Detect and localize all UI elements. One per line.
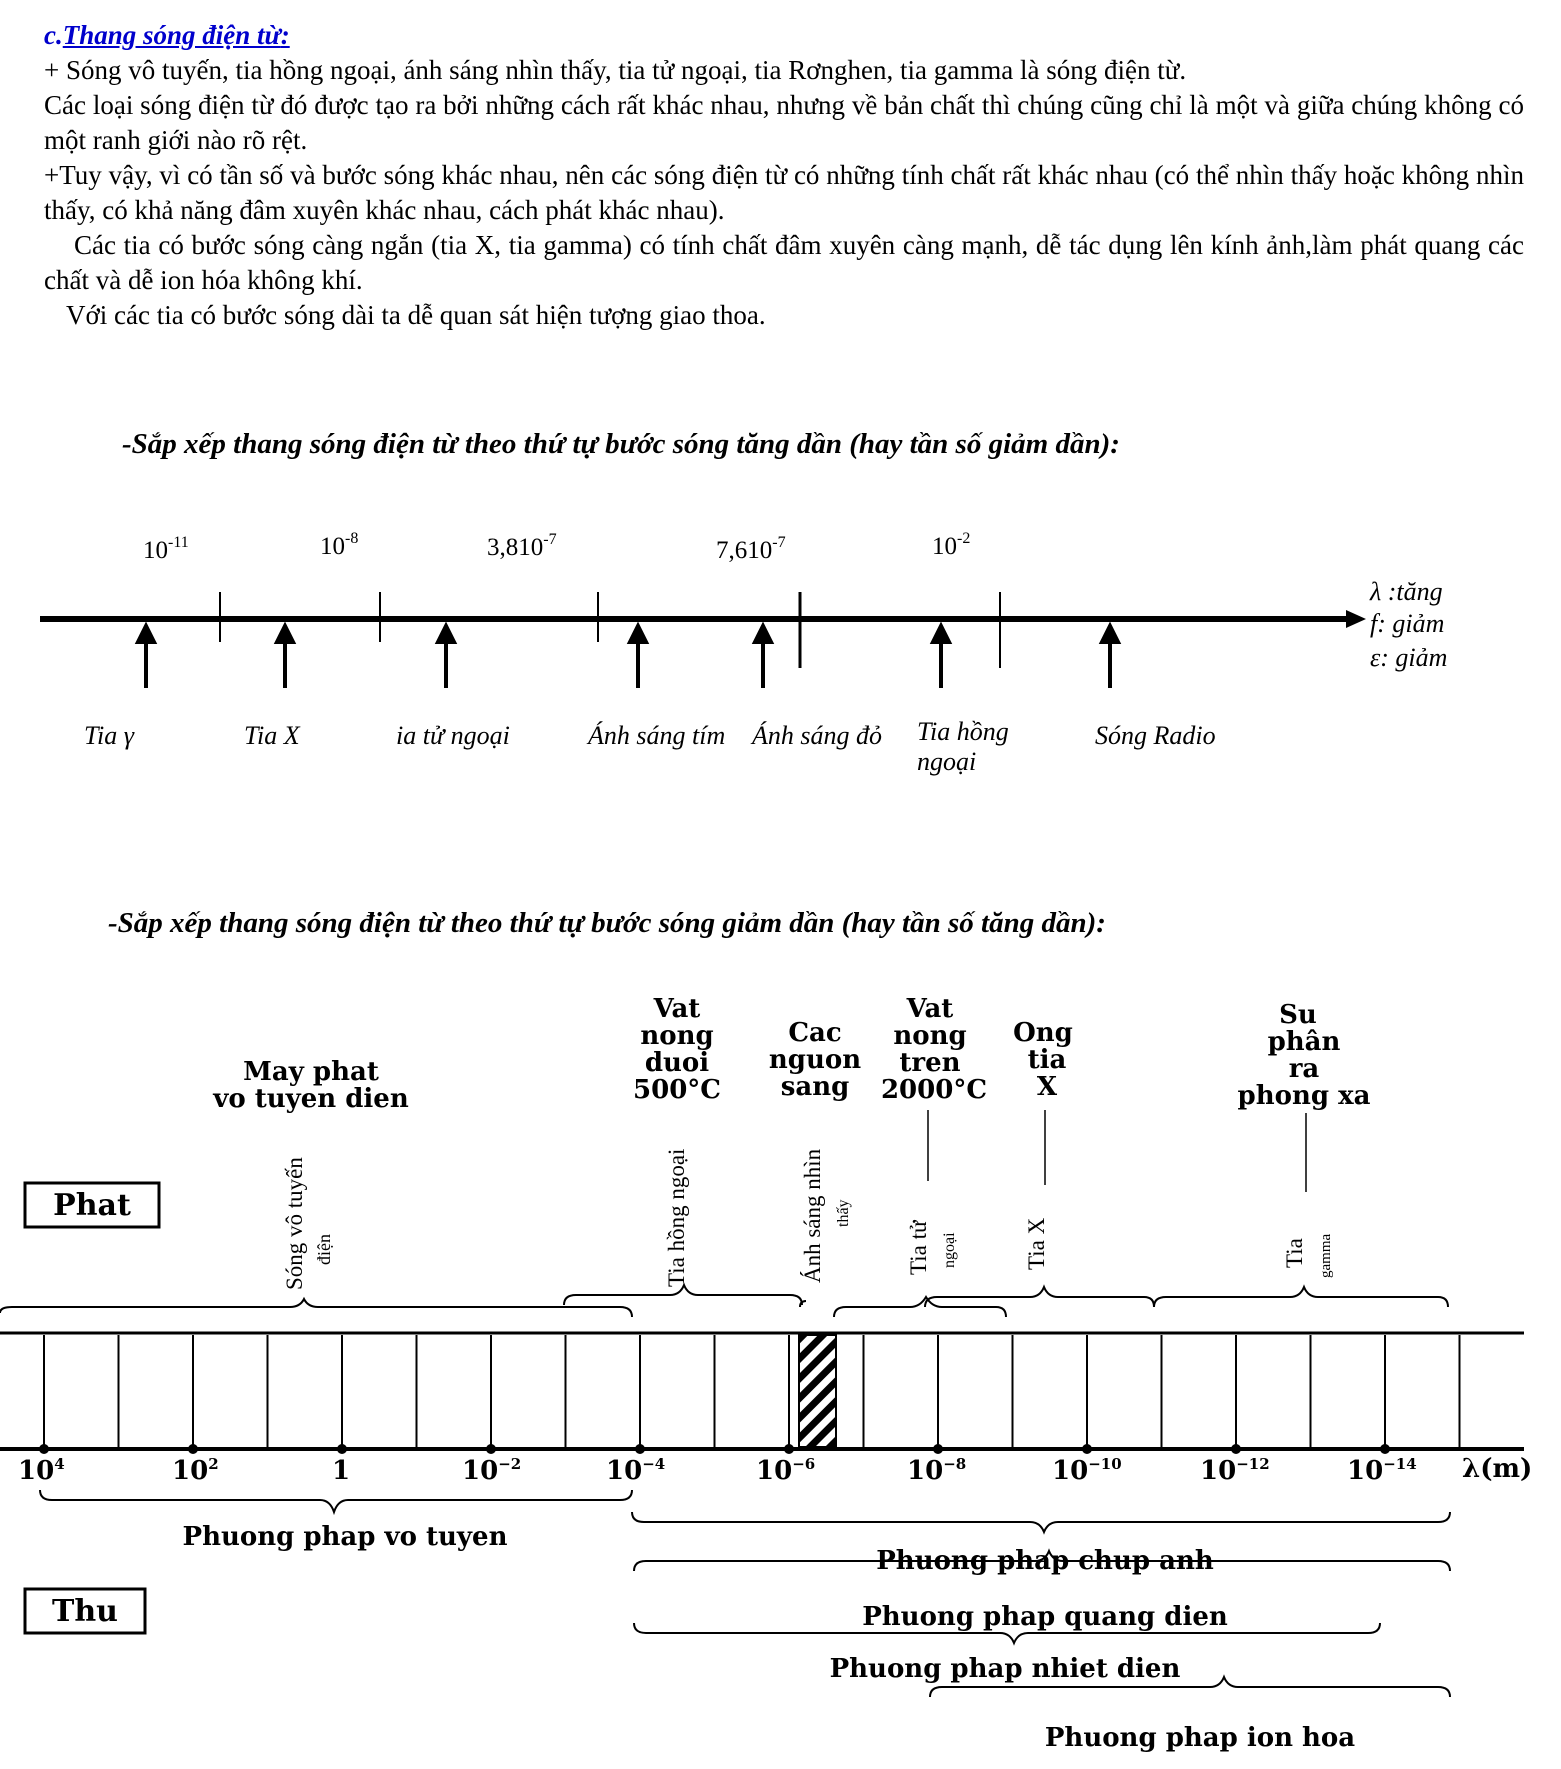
source-xray-tube-line1: Ong bbox=[1013, 1018, 1073, 1048]
axis-dot bbox=[784, 1444, 794, 1454]
axis-tick-7: $10^{-8}$ bbox=[907, 1455, 967, 1486]
phat-label: Phat bbox=[53, 1188, 131, 1223]
axis-tick-8: $10^{-10}$ bbox=[1052, 1455, 1122, 1486]
band-v-visible-line2: thấy bbox=[835, 1199, 852, 1227]
method-ionization: Phuong phap ion hoa bbox=[1044, 1723, 1356, 1753]
source-hot-above-line4: 2000°C bbox=[880, 1075, 988, 1105]
band-label-red: Ánh sáng đỏ bbox=[752, 721, 882, 750]
axis-tick-1: $10^4$ bbox=[18, 1455, 65, 1486]
band-v-gamma-line1: Tia bbox=[1282, 1238, 1307, 1268]
source-hot-below-line1: Vat bbox=[653, 994, 701, 1024]
band-label-uv: ia tử ngoại bbox=[396, 721, 510, 750]
axis-tick-3: 1 bbox=[332, 1456, 351, 1486]
band-v-xray: Tia X bbox=[1024, 1217, 1049, 1270]
method-photographic: Phuong phap chup anh bbox=[876, 1546, 1214, 1576]
axis-dot bbox=[486, 1444, 496, 1454]
source-decay-line4: phong xa bbox=[1237, 1081, 1371, 1111]
band-v-infrared: Tia hồng ngoại bbox=[664, 1148, 689, 1287]
brace-emit-xray bbox=[925, 1287, 1154, 1307]
source-light-line2: nguon bbox=[768, 1045, 862, 1075]
section-title: Thang sóng điện từ bbox=[62, 20, 281, 50]
axis-dot bbox=[337, 1444, 347, 1454]
section-prefix: c. bbox=[44, 20, 63, 50]
source-light-line3: sang bbox=[780, 1072, 850, 1102]
source-decay-line1: Su bbox=[1279, 1000, 1317, 1030]
band-label-infrared-line2: ngoại bbox=[917, 747, 977, 776]
diagram1-heading: -Sắp xếp thang sóng điện từ theo thứ tự bước sóng tăng dần (hay tần số giảm dần): bbox=[122, 428, 1120, 460]
band-label-infrared-line1: Tia hồng bbox=[917, 717, 1009, 746]
axis-unit-label: λ(m) bbox=[1462, 1454, 1533, 1484]
source-hot-below-line2: nong bbox=[640, 1021, 714, 1051]
brace-emit-infrared bbox=[564, 1285, 802, 1305]
source-xray-tube-line2: tia bbox=[1027, 1045, 1067, 1075]
source-radio-line1: May phat bbox=[243, 1057, 379, 1087]
axis-tick-10: $10^{-14}$ bbox=[1347, 1455, 1417, 1486]
source-hot-below-line3: duoi bbox=[644, 1048, 710, 1078]
section-heading bbox=[44, 18, 1524, 53]
source-hot-below-line4: 500°C bbox=[633, 1075, 721, 1105]
band-v-visible-line1: Ánh sáng nhìn bbox=[800, 1148, 825, 1283]
paragraph-4: Các tia có bước sóng càng ngắn (tia X, tia gamma) có tính chất đâm xuyên càng mạnh, dễ tác dụng lên kính ảnh,làm phát quang các chất và dễ ion hóa không khí. bbox=[44, 230, 1524, 295]
source-decay-line3: ra bbox=[1288, 1054, 1320, 1084]
axis-dot bbox=[1380, 1444, 1390, 1454]
brace-detect-photo bbox=[632, 1512, 1450, 1532]
direction-label-energy: ε: giảm bbox=[1370, 643, 1448, 672]
method-thermoelectric: Phuong phap nhiet dien bbox=[829, 1654, 1181, 1684]
source-radio-line2: vo tuyen dien bbox=[213, 1084, 409, 1114]
paragraph-1: + Sóng vô tuyến, tia hồng ngoại, ánh sáng nhìn thấy, tia tử ngoại, tia Rơnghen, tia gamma là sóng điện từ. bbox=[44, 55, 1187, 85]
method-photoelectric: Phuong phap quang dien bbox=[862, 1602, 1228, 1632]
band-v-uv-line1: Tia tử bbox=[906, 1220, 931, 1275]
band-label-radio: Sóng Radio bbox=[1095, 721, 1216, 750]
text-section bbox=[44, 18, 1524, 333]
diagram2 bbox=[0, 985, 1561, 1765]
axis-dot bbox=[933, 1444, 943, 1454]
band-v-radio-line1: Sóng vô tuyến bbox=[282, 1157, 307, 1290]
diagram1-axis-arrowhead bbox=[1346, 610, 1366, 628]
direction-label-frequency: f: giảm bbox=[1370, 609, 1445, 638]
diagram1 bbox=[0, 520, 1561, 820]
method-radio: Phuong phap vo tuyen bbox=[182, 1522, 508, 1552]
band-v-radio-line2: điện bbox=[314, 1234, 334, 1265]
band-label-violet: Ánh sáng tím bbox=[588, 721, 726, 750]
source-xray-tube-line3: X bbox=[1036, 1072, 1058, 1102]
source-hot-above-line3: tren bbox=[899, 1048, 961, 1078]
paragraph-3: +Tuy vậy, vì có tần số và bước sóng khác nhau, nên các sóng điện từ có những tính chất rất khác nhau (có thể nhìn thấy hoặc không nhìn thấy, có khả năng đâm xuyên khác nhau, cách phát khác nhau). bbox=[44, 160, 1524, 225]
paragraph-5: Với các tia có bước sóng dài ta dễ quan sát hiện tượng giao thoa. bbox=[66, 300, 766, 330]
axis-tick-2: $10^2$ bbox=[172, 1455, 219, 1486]
band-v-uv-line2: ngoại bbox=[941, 1232, 958, 1268]
visible-band-hatch bbox=[799, 1335, 836, 1447]
thu-label: Thu bbox=[52, 1594, 118, 1629]
axis-tick-4: $10^{-2}$ bbox=[462, 1455, 522, 1486]
brace-emit-uv bbox=[834, 1297, 1006, 1317]
band-label-gamma: Tia γ bbox=[84, 721, 134, 750]
band-v-gamma-line2: gamma bbox=[1318, 1233, 1334, 1278]
direction-label-wavelength: λ :tăng bbox=[1370, 577, 1443, 606]
section-title-suffix: : bbox=[280, 20, 290, 50]
boundary-label-4: $7,610^{-7}$ bbox=[716, 534, 786, 564]
axis-tick-5: $10^{-4}$ bbox=[606, 1455, 666, 1486]
band-label-xray: Tia X bbox=[244, 721, 300, 750]
source-light-line1: Cac bbox=[788, 1018, 842, 1048]
source-decay-line2: phân bbox=[1267, 1027, 1341, 1057]
boundary-label-2: $10^{-8}$ bbox=[320, 530, 359, 560]
boundary-label-5: $10^{-2}$ bbox=[932, 530, 971, 560]
diagram2-heading: -Sắp xếp thang sóng điện từ theo thứ tự bước sóng giảm dần (hay tần số tăng dần): bbox=[108, 907, 1106, 939]
ladder-rungs bbox=[44, 1335, 1460, 1447]
axis-tick-9: $10^{-12}$ bbox=[1200, 1455, 1270, 1486]
source-hot-above-line1: Vat bbox=[906, 994, 954, 1024]
brace-emit-visible bbox=[800, 1301, 806, 1307]
brace-emit-radio bbox=[0, 1299, 632, 1317]
paragraph-2: Các loại sóng điện từ đó được tạo ra bởi những cách rất khác nhau, nhưng về bản chất thì chúng cũng chỉ là một và giữa chúng không có một ranh giới nào rõ rệt. bbox=[44, 90, 1524, 155]
boundary-label-1: $10^{-11}$ bbox=[143, 534, 189, 564]
brace-emit-gamma bbox=[1154, 1287, 1448, 1307]
axis-dot bbox=[635, 1444, 645, 1454]
brace-detect-radio bbox=[40, 1490, 632, 1512]
axis-dot bbox=[39, 1444, 49, 1454]
axis-tick-6: $10^{-6}$ bbox=[756, 1455, 816, 1486]
axis-dot bbox=[188, 1444, 198, 1454]
source-hot-above-line2: nong bbox=[893, 1021, 967, 1051]
axis-dot bbox=[1231, 1444, 1241, 1454]
axis-dot bbox=[1082, 1444, 1092, 1454]
boundary-label-3: $3,810^{-7}$ bbox=[487, 531, 557, 561]
